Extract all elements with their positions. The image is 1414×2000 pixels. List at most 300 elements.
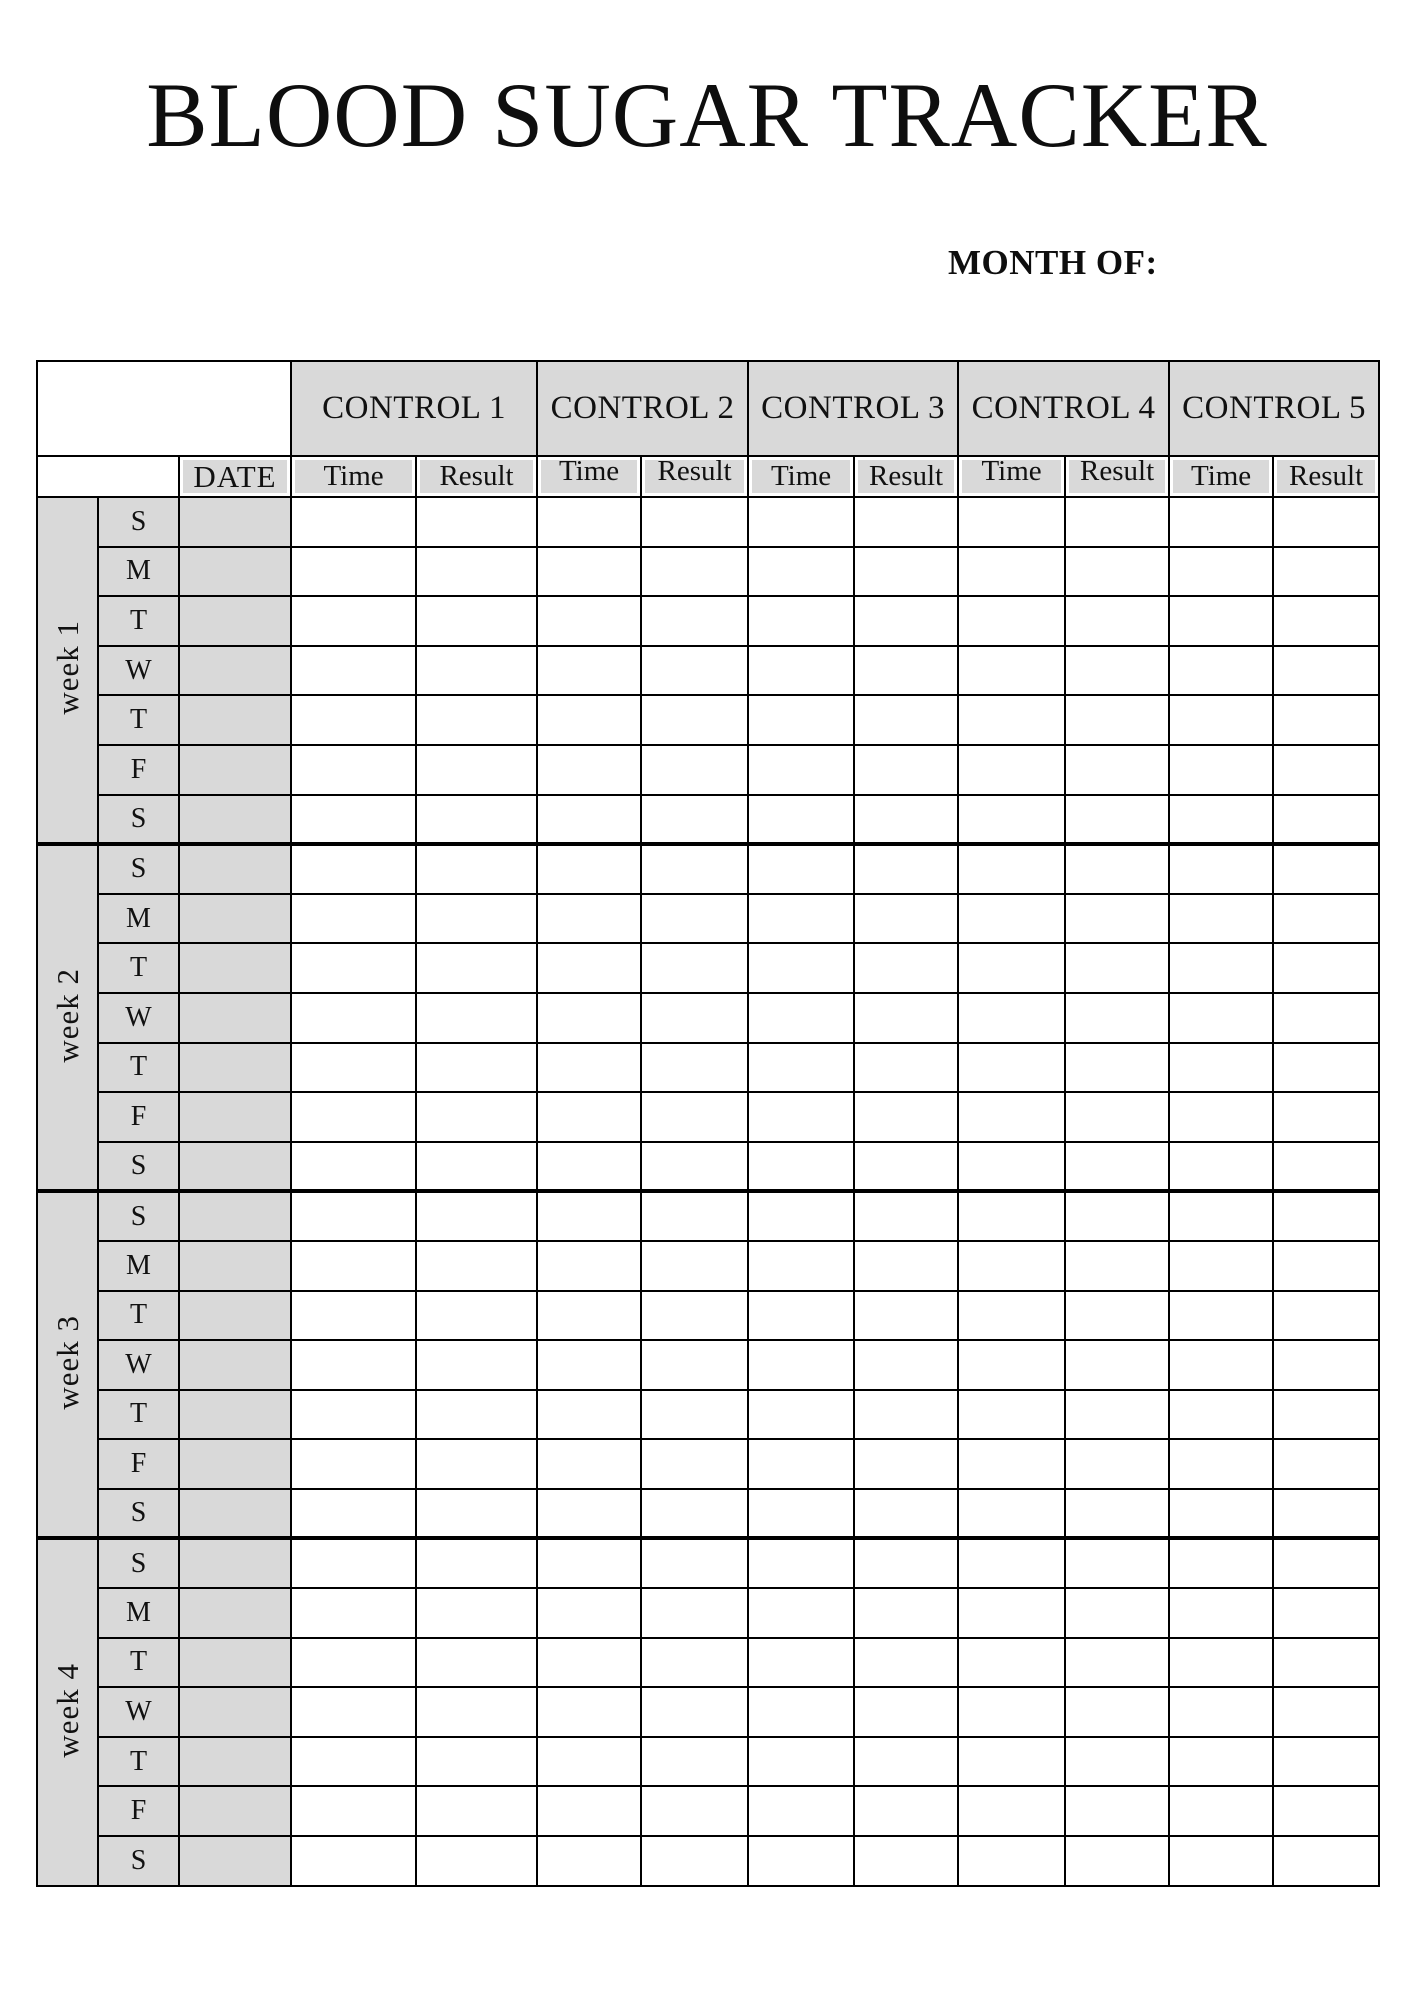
control-4-time-entry-cell[interactable] <box>958 1142 1065 1192</box>
control-5-result-entry-cell[interactable] <box>1273 1142 1379 1192</box>
control-4-result-entry-cell[interactable] <box>1065 1241 1169 1291</box>
control-5-result-entry-cell[interactable] <box>1273 1092 1379 1142</box>
date-entry-cell[interactable] <box>179 1836 291 1886</box>
control-3-time-entry-cell[interactable] <box>748 497 854 547</box>
control-1-result-entry-cell[interactable] <box>416 547 537 597</box>
control-2-result-entry-cell[interactable] <box>641 1340 748 1390</box>
control-4-result-entry-cell[interactable] <box>1065 943 1169 993</box>
control-2-time-entry-cell[interactable] <box>537 1291 641 1341</box>
control-4-result-entry-cell[interactable] <box>1065 1191 1169 1241</box>
date-entry-cell[interactable] <box>179 1241 291 1291</box>
control-1-result-entry-cell[interactable] <box>416 1092 537 1142</box>
control-4-result-entry-cell[interactable] <box>1065 1390 1169 1440</box>
control-4-result-entry-cell[interactable] <box>1065 1737 1169 1787</box>
control-3-time-entry-cell[interactable] <box>748 596 854 646</box>
control-1-time-entry-cell[interactable] <box>291 1340 416 1390</box>
control-1-result-entry-cell[interactable] <box>416 646 537 696</box>
control-4-time-entry-cell[interactable] <box>958 1638 1065 1688</box>
control-3-result-entry-cell[interactable] <box>854 1291 958 1341</box>
control-3-time-entry-cell[interactable] <box>748 695 854 745</box>
control-5-time-entry-cell[interactable] <box>1169 745 1273 795</box>
control-2-result-entry-cell[interactable] <box>641 1390 748 1440</box>
control-1-result-entry-cell[interactable] <box>416 695 537 745</box>
control-4-result-entry-cell[interactable] <box>1065 1687 1169 1737</box>
date-entry-cell[interactable] <box>179 497 291 547</box>
control-5-result-entry-cell[interactable] <box>1273 1588 1379 1638</box>
control-2-result-entry-cell[interactable] <box>641 943 748 993</box>
date-entry-cell[interactable] <box>179 795 291 845</box>
control-2-time-entry-cell[interactable] <box>537 497 641 547</box>
control-2-result-entry-cell[interactable] <box>641 547 748 597</box>
control-4-result-entry-cell[interactable] <box>1065 844 1169 894</box>
control-1-time-entry-cell[interactable] <box>291 1092 416 1142</box>
control-1-result-entry-cell[interactable] <box>416 497 537 547</box>
date-entry-cell[interactable] <box>179 943 291 993</box>
control-3-result-entry-cell[interactable] <box>854 1737 958 1787</box>
control-5-result-entry-cell[interactable] <box>1273 1687 1379 1737</box>
control-5-time-entry-cell[interactable] <box>1169 1439 1273 1489</box>
control-1-result-entry-cell[interactable] <box>416 1638 537 1688</box>
control-2-time-entry-cell[interactable] <box>537 596 641 646</box>
control-4-result-entry-cell[interactable] <box>1065 1489 1169 1539</box>
control-4-time-entry-cell[interactable] <box>958 1737 1065 1787</box>
control-3-result-entry-cell[interactable] <box>854 596 958 646</box>
control-4-time-entry-cell[interactable] <box>958 1340 1065 1390</box>
control-3-time-entry-cell[interactable] <box>748 795 854 845</box>
control-3-time-entry-cell[interactable] <box>748 1588 854 1638</box>
date-entry-cell[interactable] <box>179 993 291 1043</box>
control-3-time-entry-cell[interactable] <box>748 1043 854 1093</box>
control-2-result-entry-cell[interactable] <box>641 795 748 845</box>
date-entry-cell[interactable] <box>179 1588 291 1638</box>
control-2-time-entry-cell[interactable] <box>537 943 641 993</box>
control-4-time-entry-cell[interactable] <box>958 1538 1065 1588</box>
control-3-result-entry-cell[interactable] <box>854 1340 958 1390</box>
control-3-time-entry-cell[interactable] <box>748 1538 854 1588</box>
control-4-result-entry-cell[interactable] <box>1065 695 1169 745</box>
control-5-result-entry-cell[interactable] <box>1273 844 1379 894</box>
control-4-time-entry-cell[interactable] <box>958 1092 1065 1142</box>
date-entry-cell[interactable] <box>179 1638 291 1688</box>
control-4-time-entry-cell[interactable] <box>958 894 1065 944</box>
control-4-time-entry-cell[interactable] <box>958 943 1065 993</box>
control-4-result-entry-cell[interactable] <box>1065 1836 1169 1886</box>
control-5-time-entry-cell[interactable] <box>1169 1588 1273 1638</box>
control-1-result-entry-cell[interactable] <box>416 1687 537 1737</box>
control-2-time-entry-cell[interactable] <box>537 695 641 745</box>
control-5-result-entry-cell[interactable] <box>1273 497 1379 547</box>
control-2-result-entry-cell[interactable] <box>641 1489 748 1539</box>
control-3-time-entry-cell[interactable] <box>748 1390 854 1440</box>
control-1-result-entry-cell[interactable] <box>416 795 537 845</box>
control-4-time-entry-cell[interactable] <box>958 1489 1065 1539</box>
control-1-time-entry-cell[interactable] <box>291 993 416 1043</box>
control-1-result-entry-cell[interactable] <box>416 1191 537 1241</box>
control-1-time-entry-cell[interactable] <box>291 1439 416 1489</box>
control-2-result-entry-cell[interactable] <box>641 596 748 646</box>
control-2-time-entry-cell[interactable] <box>537 795 641 845</box>
control-3-result-entry-cell[interactable] <box>854 1241 958 1291</box>
control-1-result-entry-cell[interactable] <box>416 1538 537 1588</box>
control-2-result-entry-cell[interactable] <box>641 1538 748 1588</box>
control-5-result-entry-cell[interactable] <box>1273 1836 1379 1886</box>
date-entry-cell[interactable] <box>179 1538 291 1588</box>
control-4-time-entry-cell[interactable] <box>958 596 1065 646</box>
control-2-time-entry-cell[interactable] <box>537 1687 641 1737</box>
control-1-time-entry-cell[interactable] <box>291 695 416 745</box>
control-3-time-entry-cell[interactable] <box>748 1340 854 1390</box>
control-4-time-entry-cell[interactable] <box>958 1241 1065 1291</box>
date-entry-cell[interactable] <box>179 1439 291 1489</box>
control-1-result-entry-cell[interactable] <box>416 1241 537 1291</box>
control-5-time-entry-cell[interactable] <box>1169 795 1273 845</box>
control-5-time-entry-cell[interactable] <box>1169 1092 1273 1142</box>
control-1-time-entry-cell[interactable] <box>291 646 416 696</box>
control-3-time-entry-cell[interactable] <box>748 1489 854 1539</box>
control-3-time-entry-cell[interactable] <box>748 1092 854 1142</box>
control-1-time-entry-cell[interactable] <box>291 894 416 944</box>
control-5-time-entry-cell[interactable] <box>1169 1191 1273 1241</box>
control-4-time-entry-cell[interactable] <box>958 497 1065 547</box>
control-1-result-entry-cell[interactable] <box>416 1043 537 1093</box>
control-3-result-entry-cell[interactable] <box>854 1191 958 1241</box>
control-5-result-entry-cell[interactable] <box>1273 1043 1379 1093</box>
control-4-result-entry-cell[interactable] <box>1065 1340 1169 1390</box>
control-4-time-entry-cell[interactable] <box>958 646 1065 696</box>
control-5-result-entry-cell[interactable] <box>1273 1340 1379 1390</box>
control-4-time-entry-cell[interactable] <box>958 1786 1065 1836</box>
date-entry-cell[interactable] <box>179 1390 291 1440</box>
control-3-result-entry-cell[interactable] <box>854 1687 958 1737</box>
control-2-time-entry-cell[interactable] <box>537 1638 641 1688</box>
control-3-time-entry-cell[interactable] <box>748 1241 854 1291</box>
control-5-time-entry-cell[interactable] <box>1169 844 1273 894</box>
control-2-time-entry-cell[interactable] <box>537 894 641 944</box>
control-1-time-entry-cell[interactable] <box>291 1737 416 1787</box>
date-entry-cell[interactable] <box>179 646 291 696</box>
control-2-result-entry-cell[interactable] <box>641 1043 748 1093</box>
control-4-result-entry-cell[interactable] <box>1065 1588 1169 1638</box>
control-1-time-entry-cell[interactable] <box>291 1588 416 1638</box>
control-3-time-entry-cell[interactable] <box>748 745 854 795</box>
control-3-result-entry-cell[interactable] <box>854 1390 958 1440</box>
control-1-result-entry-cell[interactable] <box>416 1291 537 1341</box>
control-3-result-entry-cell[interactable] <box>854 1142 958 1192</box>
date-entry-cell[interactable] <box>179 1340 291 1390</box>
control-1-time-entry-cell[interactable] <box>291 1241 416 1291</box>
control-2-result-entry-cell[interactable] <box>641 1241 748 1291</box>
date-entry-cell[interactable] <box>179 1786 291 1836</box>
control-3-result-entry-cell[interactable] <box>854 547 958 597</box>
control-5-result-entry-cell[interactable] <box>1273 894 1379 944</box>
control-3-result-entry-cell[interactable] <box>854 1092 958 1142</box>
control-3-result-entry-cell[interactable] <box>854 1588 958 1638</box>
control-1-time-entry-cell[interactable] <box>291 1687 416 1737</box>
control-4-result-entry-cell[interactable] <box>1065 1786 1169 1836</box>
control-5-result-entry-cell[interactable] <box>1273 1390 1379 1440</box>
control-2-time-entry-cell[interactable] <box>537 1737 641 1787</box>
control-1-result-entry-cell[interactable] <box>416 596 537 646</box>
control-4-time-entry-cell[interactable] <box>958 795 1065 845</box>
control-3-result-entry-cell[interactable] <box>854 1836 958 1886</box>
control-1-result-entry-cell[interactable] <box>416 1340 537 1390</box>
control-2-result-entry-cell[interactable] <box>641 1142 748 1192</box>
control-2-result-entry-cell[interactable] <box>641 695 748 745</box>
control-5-time-entry-cell[interactable] <box>1169 1043 1273 1093</box>
control-3-time-entry-cell[interactable] <box>748 1638 854 1688</box>
control-4-result-entry-cell[interactable] <box>1065 497 1169 547</box>
control-5-result-entry-cell[interactable] <box>1273 695 1379 745</box>
control-2-time-entry-cell[interactable] <box>537 646 641 696</box>
control-5-time-entry-cell[interactable] <box>1169 1687 1273 1737</box>
control-4-time-entry-cell[interactable] <box>958 745 1065 795</box>
control-2-time-entry-cell[interactable] <box>537 1241 641 1291</box>
control-4-result-entry-cell[interactable] <box>1065 795 1169 845</box>
control-3-time-entry-cell[interactable] <box>748 547 854 597</box>
control-5-time-entry-cell[interactable] <box>1169 1340 1273 1390</box>
control-4-time-entry-cell[interactable] <box>958 1390 1065 1440</box>
control-3-time-entry-cell[interactable] <box>748 894 854 944</box>
control-1-time-entry-cell[interactable] <box>291 596 416 646</box>
control-5-time-entry-cell[interactable] <box>1169 993 1273 1043</box>
control-2-time-entry-cell[interactable] <box>537 844 641 894</box>
control-1-time-entry-cell[interactable] <box>291 1191 416 1241</box>
control-5-result-entry-cell[interactable] <box>1273 596 1379 646</box>
control-5-time-entry-cell[interactable] <box>1169 1142 1273 1192</box>
control-3-result-entry-cell[interactable] <box>854 1489 958 1539</box>
control-1-time-entry-cell[interactable] <box>291 1142 416 1192</box>
control-5-time-entry-cell[interactable] <box>1169 1241 1273 1291</box>
control-5-result-entry-cell[interactable] <box>1273 1737 1379 1787</box>
control-2-time-entry-cell[interactable] <box>537 745 641 795</box>
control-1-time-entry-cell[interactable] <box>291 745 416 795</box>
control-3-result-entry-cell[interactable] <box>854 844 958 894</box>
control-5-time-entry-cell[interactable] <box>1169 596 1273 646</box>
control-1-time-entry-cell[interactable] <box>291 795 416 845</box>
control-1-result-entry-cell[interactable] <box>416 1390 537 1440</box>
control-2-time-entry-cell[interactable] <box>537 1043 641 1093</box>
date-entry-cell[interactable] <box>179 1191 291 1241</box>
date-entry-cell[interactable] <box>179 844 291 894</box>
control-1-result-entry-cell[interactable] <box>416 1489 537 1539</box>
control-5-result-entry-cell[interactable] <box>1273 795 1379 845</box>
control-3-time-entry-cell[interactable] <box>748 943 854 993</box>
control-5-result-entry-cell[interactable] <box>1273 745 1379 795</box>
control-5-time-entry-cell[interactable] <box>1169 1786 1273 1836</box>
control-5-result-entry-cell[interactable] <box>1273 943 1379 993</box>
date-entry-cell[interactable] <box>179 1687 291 1737</box>
control-1-result-entry-cell[interactable] <box>416 1142 537 1192</box>
control-3-time-entry-cell[interactable] <box>748 1142 854 1192</box>
control-4-result-entry-cell[interactable] <box>1065 596 1169 646</box>
control-3-result-entry-cell[interactable] <box>854 497 958 547</box>
control-5-time-entry-cell[interactable] <box>1169 1737 1273 1787</box>
control-3-result-entry-cell[interactable] <box>854 894 958 944</box>
control-1-result-entry-cell[interactable] <box>416 1737 537 1787</box>
control-5-time-entry-cell[interactable] <box>1169 547 1273 597</box>
control-4-result-entry-cell[interactable] <box>1065 894 1169 944</box>
control-5-time-entry-cell[interactable] <box>1169 1836 1273 1886</box>
control-2-result-entry-cell[interactable] <box>641 1191 748 1241</box>
control-2-result-entry-cell[interactable] <box>641 993 748 1043</box>
control-1-result-entry-cell[interactable] <box>416 1836 537 1886</box>
date-entry-cell[interactable] <box>179 547 291 597</box>
control-3-time-entry-cell[interactable] <box>748 1291 854 1341</box>
control-1-result-entry-cell[interactable] <box>416 745 537 795</box>
control-2-result-entry-cell[interactable] <box>641 1687 748 1737</box>
control-2-result-entry-cell[interactable] <box>641 1786 748 1836</box>
control-3-result-entry-cell[interactable] <box>854 695 958 745</box>
control-2-time-entry-cell[interactable] <box>537 993 641 1043</box>
control-2-time-entry-cell[interactable] <box>537 1092 641 1142</box>
control-1-time-entry-cell[interactable] <box>291 1786 416 1836</box>
control-2-result-entry-cell[interactable] <box>641 646 748 696</box>
control-5-result-entry-cell[interactable] <box>1273 1538 1379 1588</box>
control-1-time-entry-cell[interactable] <box>291 1836 416 1886</box>
control-3-result-entry-cell[interactable] <box>854 646 958 696</box>
control-4-result-entry-cell[interactable] <box>1065 1538 1169 1588</box>
control-4-result-entry-cell[interactable] <box>1065 547 1169 597</box>
control-2-time-entry-cell[interactable] <box>537 1588 641 1638</box>
control-2-time-entry-cell[interactable] <box>537 1836 641 1886</box>
control-4-time-entry-cell[interactable] <box>958 1291 1065 1341</box>
date-entry-cell[interactable] <box>179 1489 291 1539</box>
control-1-time-entry-cell[interactable] <box>291 1043 416 1093</box>
control-1-result-entry-cell[interactable] <box>416 1786 537 1836</box>
control-5-result-entry-cell[interactable] <box>1273 1638 1379 1688</box>
control-3-result-entry-cell[interactable] <box>854 1786 958 1836</box>
control-2-time-entry-cell[interactable] <box>537 547 641 597</box>
control-1-time-entry-cell[interactable] <box>291 497 416 547</box>
control-5-time-entry-cell[interactable] <box>1169 943 1273 993</box>
control-5-time-entry-cell[interactable] <box>1169 1489 1273 1539</box>
control-1-time-entry-cell[interactable] <box>291 1538 416 1588</box>
control-2-time-entry-cell[interactable] <box>537 1786 641 1836</box>
control-3-time-entry-cell[interactable] <box>748 646 854 696</box>
control-4-result-entry-cell[interactable] <box>1065 1142 1169 1192</box>
control-4-time-entry-cell[interactable] <box>958 1588 1065 1638</box>
control-5-time-entry-cell[interactable] <box>1169 1538 1273 1588</box>
control-1-result-entry-cell[interactable] <box>416 943 537 993</box>
control-4-time-entry-cell[interactable] <box>958 1836 1065 1886</box>
date-entry-cell[interactable] <box>179 894 291 944</box>
control-4-time-entry-cell[interactable] <box>958 1043 1065 1093</box>
control-5-result-entry-cell[interactable] <box>1273 547 1379 597</box>
control-5-result-entry-cell[interactable] <box>1273 993 1379 1043</box>
control-3-time-entry-cell[interactable] <box>748 844 854 894</box>
control-5-time-entry-cell[interactable] <box>1169 1638 1273 1688</box>
control-1-result-entry-cell[interactable] <box>416 1439 537 1489</box>
date-entry-cell[interactable] <box>179 596 291 646</box>
control-5-result-entry-cell[interactable] <box>1273 1291 1379 1341</box>
control-3-time-entry-cell[interactable] <box>748 1687 854 1737</box>
control-2-result-entry-cell[interactable] <box>641 497 748 547</box>
control-2-result-entry-cell[interactable] <box>641 1291 748 1341</box>
date-entry-cell[interactable] <box>179 1291 291 1341</box>
control-4-result-entry-cell[interactable] <box>1065 646 1169 696</box>
control-4-result-entry-cell[interactable] <box>1065 993 1169 1043</box>
control-4-result-entry-cell[interactable] <box>1065 1043 1169 1093</box>
control-2-result-entry-cell[interactable] <box>641 1638 748 1688</box>
control-3-time-entry-cell[interactable] <box>748 993 854 1043</box>
control-1-time-entry-cell[interactable] <box>291 1390 416 1440</box>
control-2-time-entry-cell[interactable] <box>537 1489 641 1539</box>
control-2-result-entry-cell[interactable] <box>641 745 748 795</box>
control-3-time-entry-cell[interactable] <box>748 1737 854 1787</box>
control-1-time-entry-cell[interactable] <box>291 1638 416 1688</box>
control-1-result-entry-cell[interactable] <box>416 844 537 894</box>
control-4-result-entry-cell[interactable] <box>1065 1291 1169 1341</box>
control-3-time-entry-cell[interactable] <box>748 1439 854 1489</box>
date-entry-cell[interactable] <box>179 1737 291 1787</box>
control-5-result-entry-cell[interactable] <box>1273 1439 1379 1489</box>
control-2-time-entry-cell[interactable] <box>537 1191 641 1241</box>
control-3-result-entry-cell[interactable] <box>854 1439 958 1489</box>
control-5-result-entry-cell[interactable] <box>1273 1191 1379 1241</box>
control-1-result-entry-cell[interactable] <box>416 894 537 944</box>
control-5-result-entry-cell[interactable] <box>1273 1489 1379 1539</box>
control-2-time-entry-cell[interactable] <box>537 1390 641 1440</box>
control-2-result-entry-cell[interactable] <box>641 1836 748 1886</box>
control-3-result-entry-cell[interactable] <box>854 1638 958 1688</box>
date-entry-cell[interactable] <box>179 695 291 745</box>
date-entry-cell[interactable] <box>179 1142 291 1192</box>
control-4-time-entry-cell[interactable] <box>958 1191 1065 1241</box>
control-3-time-entry-cell[interactable] <box>748 1786 854 1836</box>
control-5-result-entry-cell[interactable] <box>1273 1241 1379 1291</box>
control-3-result-entry-cell[interactable] <box>854 745 958 795</box>
control-4-time-entry-cell[interactable] <box>958 1439 1065 1489</box>
control-2-time-entry-cell[interactable] <box>537 1340 641 1390</box>
control-2-result-entry-cell[interactable] <box>641 1092 748 1142</box>
control-4-result-entry-cell[interactable] <box>1065 745 1169 795</box>
control-1-time-entry-cell[interactable] <box>291 844 416 894</box>
control-1-time-entry-cell[interactable] <box>291 1489 416 1539</box>
control-1-time-entry-cell[interactable] <box>291 547 416 597</box>
control-3-result-entry-cell[interactable] <box>854 1043 958 1093</box>
control-3-result-entry-cell[interactable] <box>854 993 958 1043</box>
date-entry-cell[interactable] <box>179 1043 291 1093</box>
control-1-time-entry-cell[interactable] <box>291 943 416 993</box>
control-4-result-entry-cell[interactable] <box>1065 1439 1169 1489</box>
control-4-result-entry-cell[interactable] <box>1065 1092 1169 1142</box>
control-5-time-entry-cell[interactable] <box>1169 1390 1273 1440</box>
control-1-result-entry-cell[interactable] <box>416 1588 537 1638</box>
control-5-result-entry-cell[interactable] <box>1273 646 1379 696</box>
control-3-result-entry-cell[interactable] <box>854 795 958 845</box>
date-entry-cell[interactable] <box>179 1092 291 1142</box>
control-2-time-entry-cell[interactable] <box>537 1142 641 1192</box>
control-3-time-entry-cell[interactable] <box>748 1836 854 1886</box>
control-4-time-entry-cell[interactable] <box>958 1687 1065 1737</box>
control-2-result-entry-cell[interactable] <box>641 1588 748 1638</box>
control-2-result-entry-cell[interactable] <box>641 1439 748 1489</box>
control-4-time-entry-cell[interactable] <box>958 993 1065 1043</box>
control-5-result-entry-cell[interactable] <box>1273 1786 1379 1836</box>
control-5-time-entry-cell[interactable] <box>1169 894 1273 944</box>
control-4-result-entry-cell[interactable] <box>1065 1638 1169 1688</box>
control-3-result-entry-cell[interactable] <box>854 1538 958 1588</box>
control-1-time-entry-cell[interactable] <box>291 1291 416 1341</box>
control-3-result-entry-cell[interactable] <box>854 943 958 993</box>
control-2-time-entry-cell[interactable] <box>537 1538 641 1588</box>
control-2-result-entry-cell[interactable] <box>641 844 748 894</box>
date-entry-cell[interactable] <box>179 745 291 795</box>
control-5-time-entry-cell[interactable] <box>1169 646 1273 696</box>
control-5-time-entry-cell[interactable] <box>1169 695 1273 745</box>
control-4-time-entry-cell[interactable] <box>958 695 1065 745</box>
control-1-result-entry-cell[interactable] <box>416 993 537 1043</box>
